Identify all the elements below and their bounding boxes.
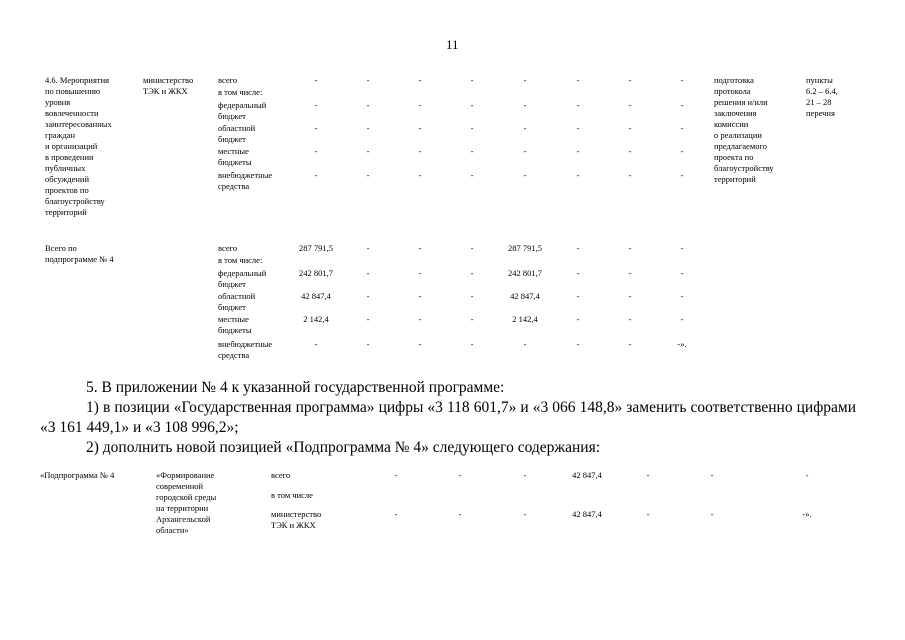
- total-value-r0-c6: -: [628, 243, 632, 253]
- row46-value-r3-c1: -: [366, 146, 370, 156]
- row46-value-r2-c6: -: [628, 123, 632, 133]
- subprogram-value-r2-c5: -: [710, 509, 714, 519]
- row46-value-r3-c7: -: [680, 146, 684, 156]
- total-value-r4-c0: -: [314, 339, 318, 349]
- row46-value-r1-c1: -: [366, 100, 370, 110]
- row46-value-r1-c3: -: [470, 100, 474, 110]
- subprogram-value-r2-c4: -: [646, 509, 650, 519]
- total-value-r4-c2: -: [418, 339, 422, 349]
- total-value-r3-c3: -: [470, 314, 474, 324]
- total-value-r1-c0: 242 801,7: [299, 268, 333, 278]
- subprogram-label: «Подпрограмма № 4: [40, 470, 115, 480]
- total-value-r1-c1: -: [366, 268, 370, 278]
- row46-value-r4-c1: -: [366, 170, 370, 180]
- total-value-r2-c6: -: [628, 291, 632, 301]
- executor: министерство ТЭК и ЖКХ: [143, 75, 194, 96]
- source-including: в том числе:: [218, 87, 263, 97]
- subprogram-value-r2-c6: -».: [802, 509, 812, 519]
- total-value-r0-c5: -: [576, 243, 580, 253]
- row46-value-r4-c3: -: [470, 170, 474, 180]
- total-value-r1-c4: 242 801,7: [508, 268, 542, 278]
- total-value-r3-c2: -: [418, 314, 422, 324]
- total-source-extrabudget: внебюджетные средства: [218, 339, 273, 360]
- page-number: 11: [446, 37, 459, 52]
- row46-value-r4-c5: -: [576, 170, 580, 180]
- subprogram-value-r0-c4: -: [646, 470, 650, 480]
- paragraph-5: 5. В приложении № 4 к указанной государственной программе:: [86, 379, 505, 396]
- row46-value-r1-c0: -: [314, 100, 318, 110]
- subprogram-source-including: в том числе: [271, 490, 313, 500]
- row46-value-r2-c5: -: [576, 123, 580, 133]
- total-source-local: местные бюджеты: [218, 314, 252, 335]
- row46-value-r3-c4: -: [523, 146, 527, 156]
- total-source-total: всего: [218, 243, 238, 253]
- source-extrabudget: внебюджетные средства: [218, 170, 273, 191]
- source-local: местные бюджеты: [218, 146, 252, 167]
- total-value-r3-c7: -: [680, 314, 684, 324]
- total-value-r4-c4: -: [523, 339, 527, 349]
- row46-value-r2-c1: -: [366, 123, 370, 133]
- total-source-including: в том числе:: [218, 255, 263, 265]
- total-value-r4-c6: -: [628, 339, 632, 349]
- total-value-r2-c2: -: [418, 291, 422, 301]
- total-value-r3-c5: -: [576, 314, 580, 324]
- row46-value-r4-c6: -: [628, 170, 632, 180]
- paragraph-item-1-line-1: 1) в позиции «Государственная программа» цифры «3 118 601,7» и «3 066 148,8» заменить соответственно цифрами: [86, 399, 856, 416]
- total-value-r2-c5: -: [576, 291, 580, 301]
- total-row-name: Всего по подпрограмме № 4: [45, 243, 114, 264]
- total-value-r0-c3: -: [470, 243, 474, 253]
- source-federal: федеральный бюджет: [218, 100, 267, 121]
- total-value-r2-c7: -: [680, 291, 684, 301]
- row46-value-r0-c0: -: [314, 75, 318, 85]
- list-reference: пункты 6.2 – 6.4, 21 – 28 перечня: [806, 75, 838, 118]
- total-value-r1-c2: -: [418, 268, 422, 278]
- source-regional: областной бюджет: [218, 123, 256, 144]
- row46-value-r1-c2: -: [418, 100, 422, 110]
- subprogram-value-r2-c1: -: [458, 509, 462, 519]
- total-value-r2-c3: -: [470, 291, 474, 301]
- row46-value-r3-c3: -: [470, 146, 474, 156]
- subprogram-value-r0-c2: -: [523, 470, 527, 480]
- row46-value-r0-c4: -: [523, 75, 527, 85]
- row46-value-r0-c5: -: [576, 75, 580, 85]
- total-value-r3-c1: -: [366, 314, 370, 324]
- total-value-r0-c2: -: [418, 243, 422, 253]
- row46-value-r0-c6: -: [628, 75, 632, 85]
- subprogram-source-total: всего: [271, 470, 291, 480]
- total-source-regional: областной бюджет: [218, 291, 256, 312]
- source-total: всего: [218, 75, 238, 85]
- row46-value-r4-c4: -: [523, 170, 527, 180]
- row46-value-r0-c2: -: [418, 75, 422, 85]
- subprogram-source-ministry: министерство ТЭК и ЖКХ: [271, 509, 322, 530]
- subprogram-value-r2-c2: -: [523, 509, 527, 519]
- total-value-r1-c5: -: [576, 268, 580, 278]
- subprogram-value-r0-c0: -: [394, 470, 398, 480]
- subprogram-value-r0-c6: -: [805, 470, 809, 480]
- total-value-r1-c3: -: [470, 268, 474, 278]
- row46-value-r2-c4: -: [523, 123, 527, 133]
- total-value-r4-c7: -».: [677, 339, 687, 349]
- paragraph-item-2: 2) дополнить новой позицией «Подпрограмма № 4» следующего содержания:: [86, 439, 601, 456]
- paragraph-item-1-line-2: «3 161 449,1» и «3 108 996,2»;: [40, 419, 239, 436]
- subprogram-value-r0-c1: -: [458, 470, 462, 480]
- row46-value-r1-c7: -: [680, 100, 684, 110]
- total-value-r1-c6: -: [628, 268, 632, 278]
- total-value-r4-c5: -: [576, 339, 580, 349]
- subprogram-name: «Формирование современной городской среды на территории Архангельской области»: [156, 470, 217, 535]
- total-value-r0-c1: -: [366, 243, 370, 253]
- total-value-r4-c1: -: [366, 339, 370, 349]
- subprogram-value-r0-c5: -: [710, 470, 714, 480]
- total-value-r2-c4: 42 847,4: [510, 291, 540, 301]
- row46-value-r0-c3: -: [470, 75, 474, 85]
- row46-value-r2-c2: -: [418, 123, 422, 133]
- row46-value-r4-c0: -: [314, 170, 318, 180]
- row46-value-r0-c1: -: [366, 75, 370, 85]
- row46-value-r3-c0: -: [314, 146, 318, 156]
- row46-value-r0-c7: -: [680, 75, 684, 85]
- row46-value-r3-c5: -: [576, 146, 580, 156]
- total-value-r2-c1: -: [366, 291, 370, 301]
- row46-value-r1-c6: -: [628, 100, 632, 110]
- subprogram-value-r2-c3: 42 847,4: [572, 509, 602, 519]
- expected-result: подготовка протокола решения и/или заключения комиссии о реализации предлагаемого проекта по благоустройству территорий: [714, 75, 774, 184]
- total-value-r3-c0: 2 142,4: [303, 314, 329, 324]
- row46-value-r1-c4: -: [523, 100, 527, 110]
- measure-name: 4.6. Мероприятия по повышению уровня вовлеченности заинтересованных граждан и организаций в проведении публичных обсуждений проектов по благоустройству территорий: [45, 75, 112, 217]
- subprogram-value-r2-c0: -: [394, 509, 398, 519]
- total-value-r2-c0: 42 847,4: [301, 291, 331, 301]
- total-source-federal: федеральный бюджет: [218, 268, 267, 289]
- total-value-r0-c0: 287 791,5: [299, 243, 333, 253]
- row46-value-r3-c6: -: [628, 146, 632, 156]
- row46-value-r2-c3: -: [470, 123, 474, 133]
- row46-value-r4-c2: -: [418, 170, 422, 180]
- total-value-r1-c7: -: [680, 268, 684, 278]
- row46-value-r2-c0: -: [314, 123, 318, 133]
- total-value-r0-c7: -: [680, 243, 684, 253]
- total-value-r3-c4: 2 142,4: [512, 314, 538, 324]
- subprogram-value-r0-c3: 42 847,4: [572, 470, 602, 480]
- row46-value-r2-c7: -: [680, 123, 684, 133]
- row46-value-r4-c7: -: [680, 170, 684, 180]
- total-value-r3-c6: -: [628, 314, 632, 324]
- row46-value-r1-c5: -: [576, 100, 580, 110]
- total-value-r0-c4: 287 791,5: [508, 243, 542, 253]
- total-value-r4-c3: -: [470, 339, 474, 349]
- row46-value-r3-c2: -: [418, 146, 422, 156]
